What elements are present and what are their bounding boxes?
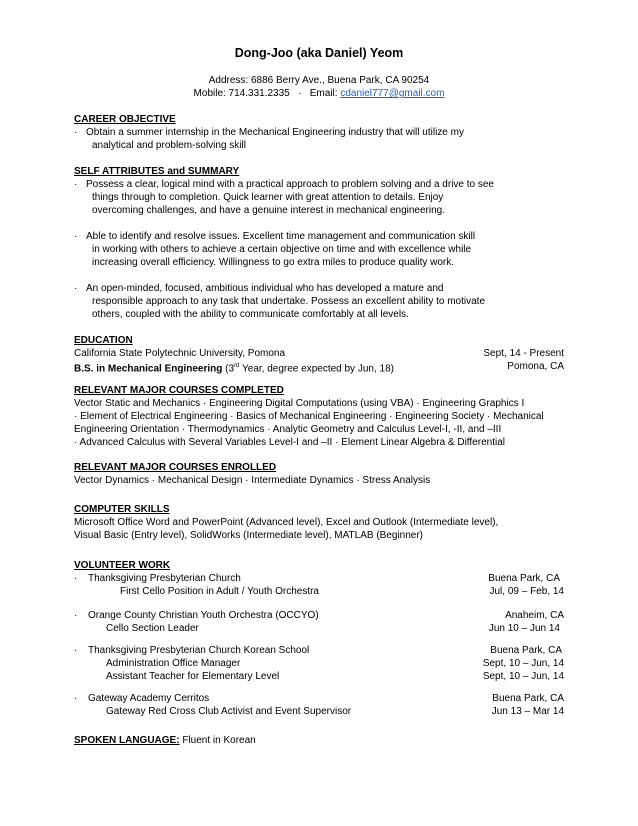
email-label: Email: [309, 88, 338, 99]
volunteer-location: Buena Park, CA [492, 693, 564, 704]
objective-line: analytical and problem-solving skill [92, 140, 246, 151]
volunteer-bullet: · [74, 645, 78, 656]
completed-line: · Advanced Calculus with Several Variables Level-I and –II · Element Linear Algebra & Differential [74, 437, 505, 448]
volunteer-dates: Jun 13 – Mar 14 [491, 706, 564, 717]
degree-year-suffix: rd [234, 363, 240, 369]
volunteer-dates: Jun 10 – Jun 14 [488, 623, 560, 634]
degree-expected: Year, degree expected by Jun, 18) [239, 363, 394, 375]
volunteer-heading: VOLUNTEER WORK [74, 560, 171, 571]
volunteer-bullet: · [74, 573, 78, 584]
address-line: Address: 6886 Berry Ave., Buena Park, CA 90254 [208, 75, 430, 86]
volunteer-dates: Sept, 10 – Jun, 14 [482, 658, 564, 669]
attribute-line: responsible approach to any task that undertake. Possess an excellent ability to motivate [92, 296, 486, 307]
skills-line: Microsoft Office Word and PowerPoint (Advanced level), Excel and Outlook (Intermediate level), [74, 517, 499, 528]
volunteer-role: Cello Section Leader [106, 623, 199, 634]
candidate-name: Dong-Joo (aka Daniel) Yeom [234, 46, 404, 60]
skills-heading: COMPUTER SKILLS [74, 504, 170, 515]
attribute-line: overcoming challenges, and have a genuine interest in mechanical engineering. [92, 205, 446, 216]
school-name: California State Polytechnic University, Pomona [74, 348, 286, 359]
volunteer-org: Gateway Academy Cerritos [88, 693, 210, 704]
completed-line: Engineering Orientation · Thermodynamics · Analytic Geometry and Calculus Level-I, -II, and –III [74, 424, 502, 435]
volunteer-dates: Sept, 10 – Jun, 14 [482, 671, 564, 682]
contact-line [0, 88, 638, 99]
education-heading: EDUCATION [74, 335, 133, 346]
degree-name: B.S. in Mechanical Engineering [74, 363, 223, 375]
attribute-line: An open-minded, focused, ambitious individual who has developed a mature and [86, 283, 444, 294]
attribute-line: things through to completion. Quick learner with great attention to details. Enjoy [92, 192, 444, 203]
skills-line: Visual Basic (Entry level), SolidWorks (Intermediate level), MATLAB (Beginner) [74, 530, 424, 541]
attribute-line: in working with others to achieve a certain objective on time and with excellence while [92, 244, 472, 255]
language-line [74, 734, 256, 747]
mobile-text: Mobile: 714.331.2335 [193, 88, 290, 99]
volunteer-role: Administration Office Manager [106, 658, 241, 669]
attribute-line: Possess a clear, logical mind with a practical approach to problem solving and a drive to see [86, 179, 494, 190]
volunteer-bullet: · [74, 693, 78, 704]
volunteer-role: Assistant Teacher for Elementary Level [106, 671, 280, 682]
volunteer-dates: Jul, 09 – Feb, 14 [489, 586, 564, 597]
volunteer-org: Orange County Christian Youth Orchestra (OCCYO) [88, 610, 319, 621]
volunteer-bullet: · [74, 610, 78, 621]
language-heading: SPOKEN LANGUAGE: [74, 735, 180, 746]
objective-bullet: · [74, 127, 78, 138]
separator-dot: · [298, 88, 302, 99]
attribute-line: others, coupled with the ability to communicate comfortably at all levels. [92, 309, 409, 320]
volunteer-role: First Cello Position in Adult / Youth Orchestra [120, 586, 319, 597]
enrolled-line: Vector Dynamics · Mechanical Design · Intermediate Dynamics · Stress Analysis [74, 475, 431, 486]
volunteer-location: Buena Park, CA [490, 645, 562, 656]
attributes-heading: SELF ATTRIBUTES and SUMMARY [74, 166, 240, 177]
email-link[interactable]: cdaniel777@gmail.com [340, 88, 445, 99]
attribute-line: Able to identify and resolve issues. Excellent time management and communication skill [86, 231, 476, 242]
language-value: Fluent in Korean [179, 735, 256, 746]
objective-line: Obtain a summer internship in the Mechanical Engineering industry that will utilize my [86, 127, 464, 138]
volunteer-org: Thanksgiving Presbyterian Church [88, 573, 241, 584]
volunteer-location: Anaheim, CA [505, 610, 564, 621]
volunteer-location: Buena Park, CA [488, 573, 560, 584]
attribute-bullet: · [74, 179, 78, 190]
attribute-bullet: · [74, 283, 78, 294]
volunteer-role: Gateway Red Cross Club Activist and Event Supervisor [106, 706, 352, 717]
attribute-line: increasing overall efficiency. Willingness to go extra miles to produce quality work. [92, 257, 455, 268]
volunteer-org: Thanksgiving Presbyterian Church Korean School [88, 645, 310, 656]
enrolled-heading: RELEVANT MAJOR COURSES ENROLLED [74, 462, 277, 473]
education-dates: Sept, 14 - Present [483, 348, 564, 359]
attribute-bullet: · [74, 231, 78, 242]
education-location: Pomona, CA [507, 361, 564, 372]
completed-heading: RELEVANT MAJOR COURSES COMPLETED [74, 385, 284, 396]
completed-line: · Element of Electrical Engineering · Basics of Mechanical Engineering · Engineering Society · Mechanical [74, 411, 544, 422]
degree-line [74, 360, 394, 375]
objective-heading: CAREER OBJECTIVE [74, 114, 176, 125]
degree-year: (3 [225, 363, 235, 375]
completed-line: Vector Static and Mechanics · Engineering Digital Computations (using VBA) · Engineering Graphics I [74, 398, 525, 409]
